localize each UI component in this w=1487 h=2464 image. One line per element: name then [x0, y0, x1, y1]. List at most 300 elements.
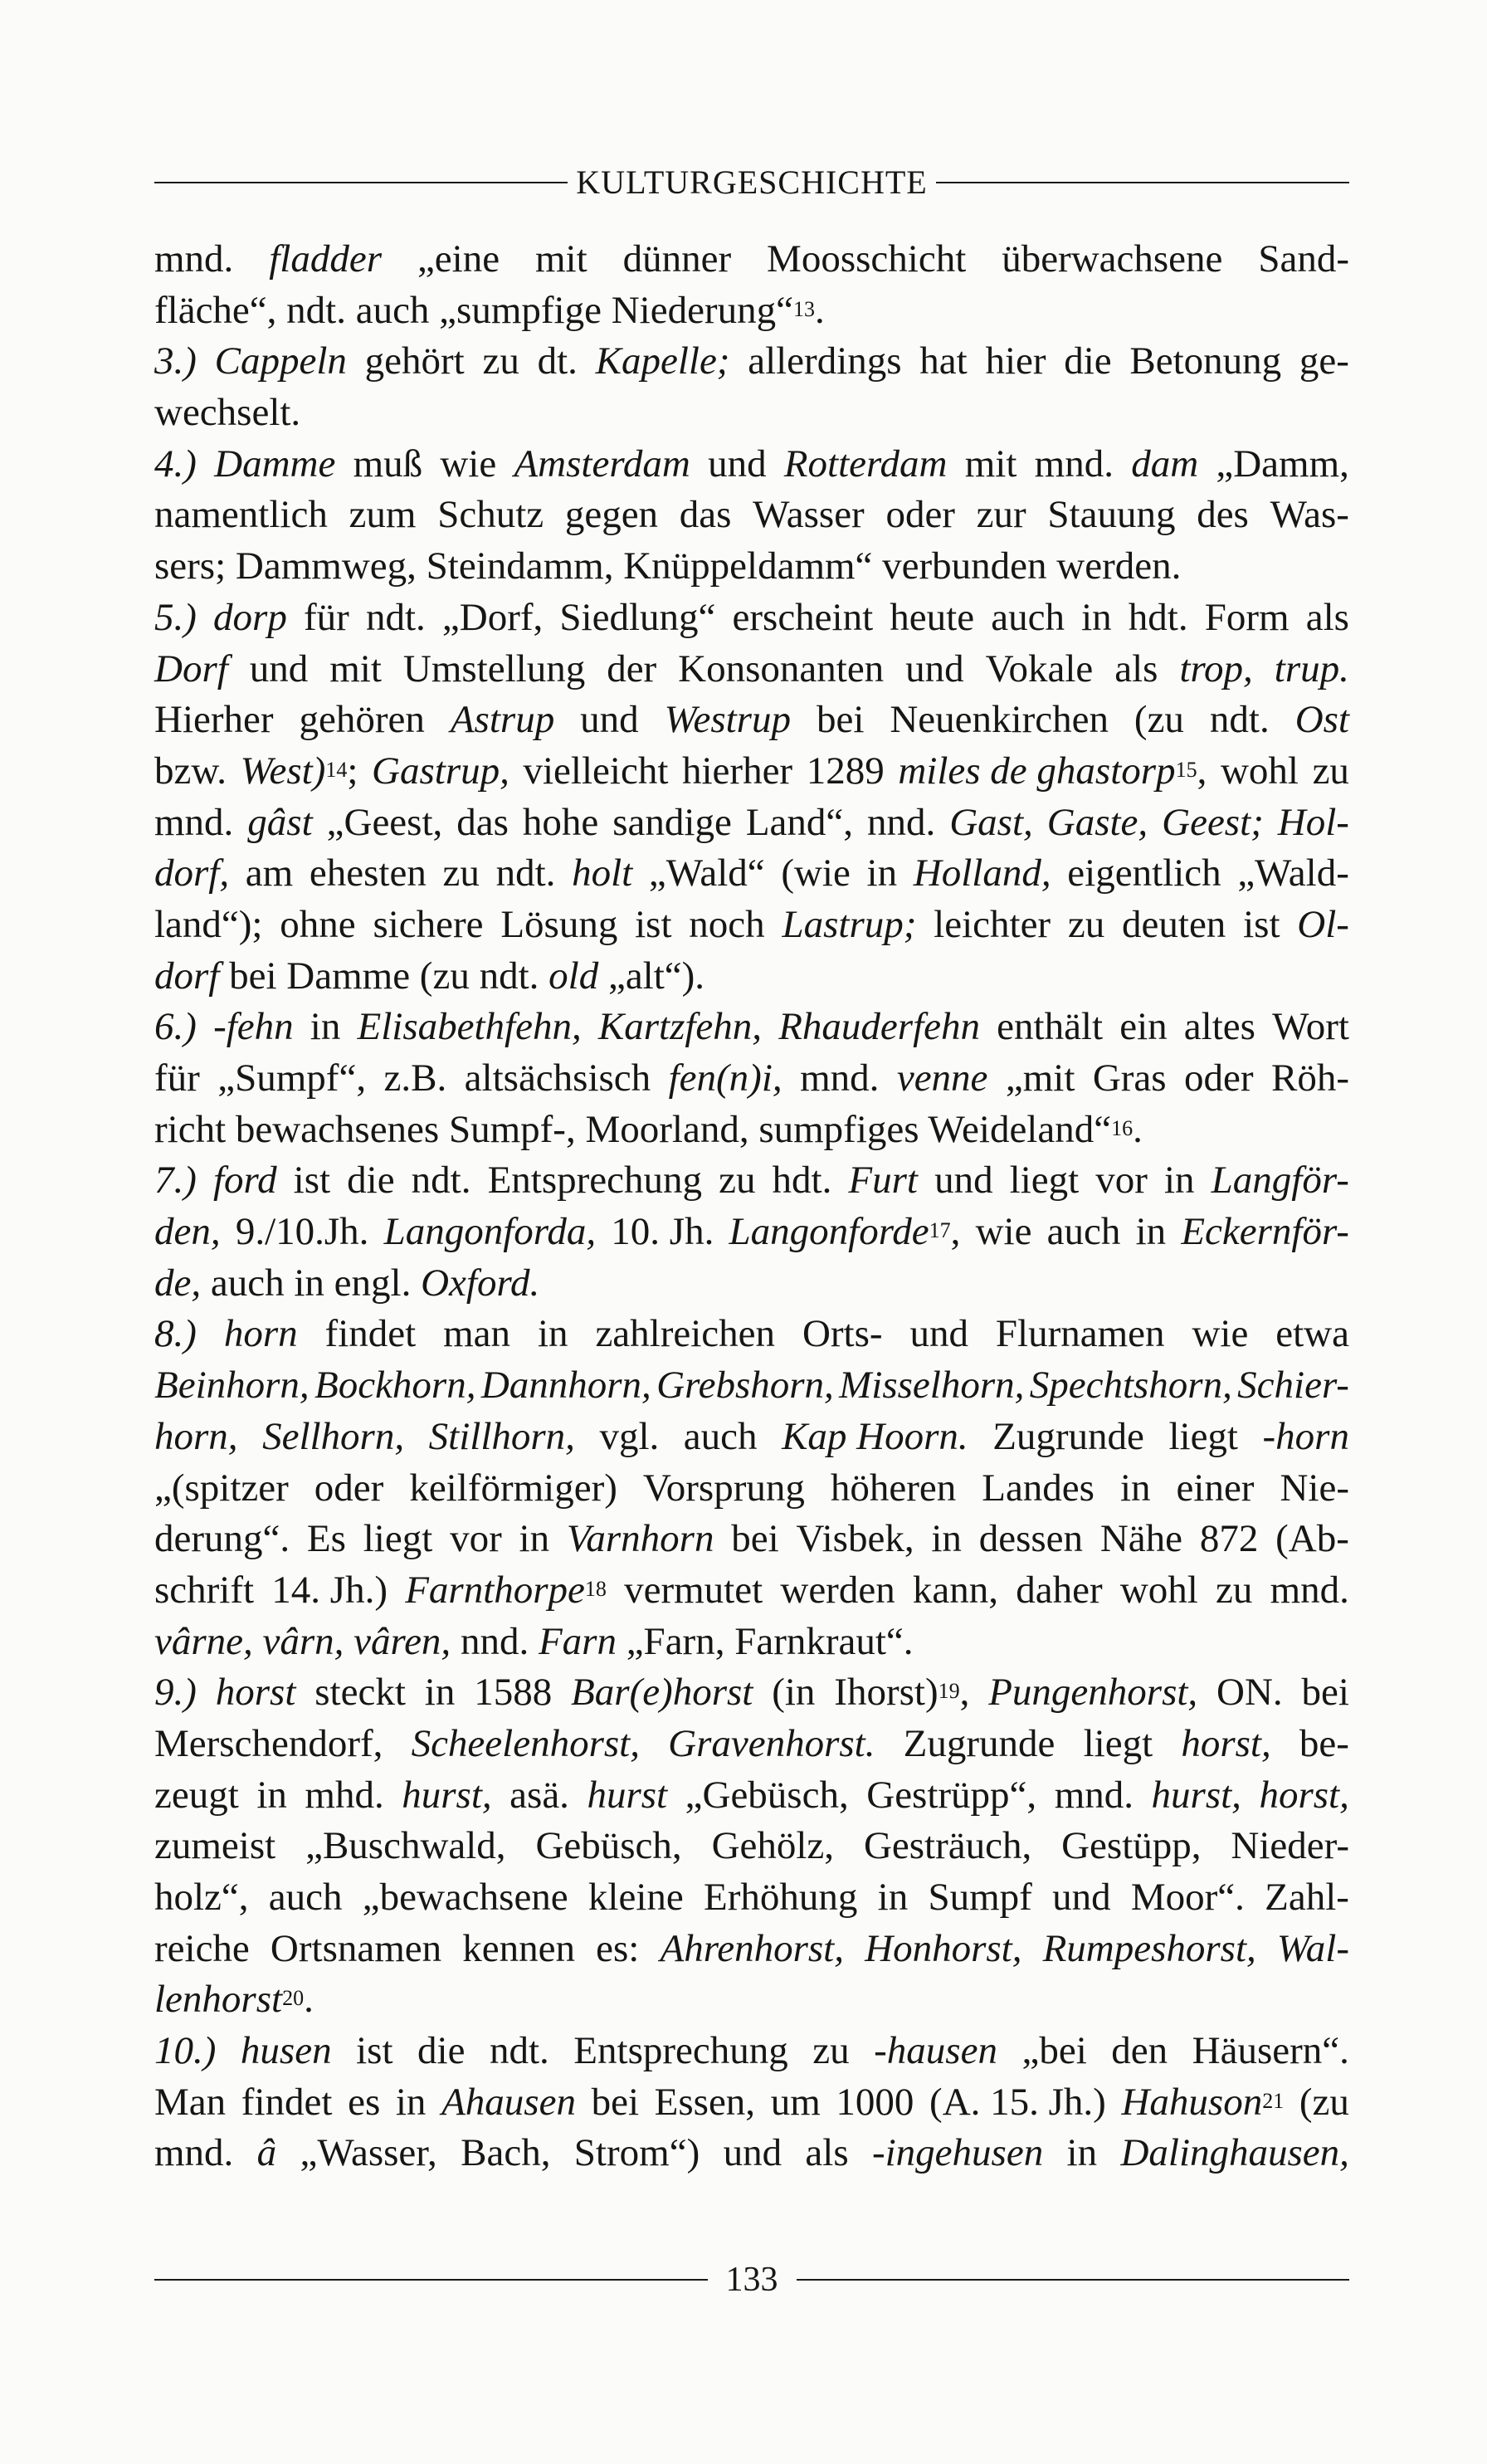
italic-term: Rhauderfehn — [778, 1005, 980, 1049]
word — [450, 1514, 502, 1565]
word — [689, 900, 764, 951]
text-run: liegt — [1083, 1721, 1153, 1765]
word — [1181, 1719, 1270, 1770]
word — [831, 1463, 956, 1515]
text-run: und — [723, 2131, 783, 2175]
word — [417, 2026, 465, 2077]
text-line — [154, 1412, 1349, 1463]
word — [1277, 1924, 1349, 1975]
word — [224, 1309, 298, 1360]
word — [805, 2128, 848, 2179]
running-head-rule-right — [936, 182, 1349, 183]
word — [1271, 1053, 1349, 1105]
word — [997, 1002, 1103, 1053]
word — [567, 1514, 714, 1565]
text-run: Ortsnamen — [270, 1926, 442, 1970]
text-run: auch — [683, 1414, 758, 1458]
text-run: Moor“. — [1130, 1876, 1245, 1919]
text-run: altsächsisch — [464, 1056, 651, 1100]
word — [1021, 2026, 1086, 2077]
text-run: , — [950, 1210, 961, 1254]
word — [384, 1053, 447, 1105]
word — [456, 798, 509, 849]
word — [256, 1770, 287, 1822]
word — [490, 2026, 549, 2077]
word — [1258, 234, 1349, 285]
text-line — [154, 1565, 1349, 1617]
text-run: mnd. — [1034, 442, 1114, 485]
word — [1216, 1667, 1283, 1719]
word — [442, 593, 543, 644]
word — [154, 1719, 383, 1770]
text-run: schrift — [154, 1568, 255, 1612]
word — [372, 746, 509, 798]
word — [595, 1309, 775, 1360]
word — [1299, 336, 1349, 388]
word — [708, 439, 767, 490]
word — [257, 2128, 277, 2179]
text-run: zeugt — [154, 1773, 239, 1817]
text-run: der — [607, 646, 657, 690]
word — [598, 1002, 762, 1053]
word — [592, 2077, 639, 2129]
word — [538, 1309, 568, 1360]
text-run: zum — [349, 493, 417, 537]
italic-term: Beinhorn, — [154, 1364, 310, 1408]
text-run: bei — [1301, 1671, 1349, 1715]
text-run: und — [909, 1312, 968, 1356]
italic-term: Spechtshorn, — [1029, 1364, 1232, 1408]
word — [429, 1412, 575, 1463]
word — [1302, 1667, 1349, 1719]
word — [1152, 1770, 1241, 1822]
word — [247, 798, 312, 849]
text-run: 9./10.Jh. — [235, 1210, 369, 1254]
word — [1064, 336, 1111, 388]
text-run: muß — [353, 442, 423, 485]
word — [1237, 1360, 1349, 1412]
text-run: ist — [356, 2029, 393, 2073]
footnote-ref: 15 — [1175, 757, 1197, 782]
word — [384, 1207, 597, 1258]
text-run: zu — [812, 2029, 850, 2073]
text-run: nnd. — [866, 800, 936, 844]
text-run: Nieder- — [1231, 1824, 1349, 1868]
word — [1275, 1309, 1349, 1360]
word — [836, 2077, 914, 2129]
text-run: Gestüpp, — [1061, 1824, 1202, 1868]
word — [213, 1002, 294, 1053]
footnote-ref: 14 — [325, 757, 348, 782]
text-run: es: — [596, 1926, 640, 1970]
word — [598, 951, 704, 1003]
text-run: oder — [885, 493, 955, 537]
word — [347, 1155, 394, 1207]
text-run: wohl — [1119, 1568, 1198, 1612]
text-run: richt bewachsenes Sumpf-, Moorland, sumpfiges Weideland“ — [154, 1107, 1112, 1151]
word — [538, 336, 578, 388]
text-run: auch — [268, 1876, 343, 1919]
text-run: mnd. — [154, 2131, 234, 2175]
word — [314, 1463, 384, 1515]
word — [919, 336, 967, 388]
text-run: ge- — [1299, 339, 1349, 383]
text-run: liegt — [363, 1517, 433, 1561]
word — [874, 2026, 997, 2077]
text-run: enthält — [997, 1005, 1104, 1049]
italic-term: Langonforda, — [383, 1210, 597, 1254]
word — [733, 593, 874, 644]
text-run: gehören — [299, 698, 425, 742]
word — [1192, 2026, 1349, 2077]
text-line — [154, 798, 1349, 849]
text-run: bzw. — [154, 749, 227, 793]
word — [154, 644, 228, 695]
word — [412, 1155, 471, 1207]
italic-term: Hahuson — [1121, 2080, 1263, 2124]
word — [441, 2077, 576, 2129]
word — [949, 798, 1033, 849]
word — [154, 1105, 1143, 1156]
text-run: Schutz — [437, 493, 544, 537]
text-run: gehört — [364, 339, 465, 383]
word — [729, 1207, 961, 1258]
word — [635, 900, 671, 951]
text-run: (zu — [1299, 2080, 1349, 2124]
page-footer — [154, 2259, 1349, 2301]
text-run: Hierher — [154, 698, 274, 742]
text-run: , — [959, 1671, 970, 1715]
word — [241, 746, 358, 798]
text-run: „Dorf, — [441, 595, 544, 639]
word — [1275, 1514, 1349, 1565]
text-line — [154, 1514, 1349, 1565]
text-run: holz“, — [154, 1876, 249, 1919]
word — [1306, 593, 1349, 644]
word — [327, 798, 443, 849]
text-run: die — [347, 1159, 395, 1203]
footnote-ref: 20 — [282, 1986, 305, 2011]
word — [300, 695, 425, 746]
word — [1047, 490, 1175, 541]
italic-term: horst — [215, 1671, 296, 1715]
text-line — [154, 593, 1349, 644]
word — [1299, 1719, 1349, 1770]
text-run: Konsonanten — [678, 646, 885, 690]
word — [1299, 2077, 1349, 2129]
text-run: in — [877, 1876, 909, 1919]
text-run: hohe — [522, 800, 599, 844]
text-run: zu — [442, 851, 480, 895]
text-run: „Sumpf“, — [217, 1056, 367, 1100]
word — [890, 695, 1109, 746]
text-run: 1588 — [474, 1671, 553, 1715]
text-run: be- — [1299, 1721, 1349, 1765]
footnote-ref: 16 — [1111, 1115, 1134, 1140]
text-line — [154, 2128, 1349, 2179]
word — [1095, 1155, 1148, 1207]
text-line — [154, 1924, 1349, 1975]
italic-term: -horn — [1262, 1414, 1349, 1458]
text-run: sandige — [612, 800, 732, 844]
footer-rule-right — [797, 2279, 1350, 2281]
text-run: etwa — [1275, 1312, 1349, 1356]
italic-term: 3.) — [154, 339, 197, 383]
word — [778, 1002, 980, 1053]
text-run: Wasser — [753, 493, 865, 537]
word — [784, 439, 948, 490]
word — [1168, 1412, 1238, 1463]
word — [1259, 1770, 1348, 1822]
word — [812, 2026, 849, 2077]
word — [898, 746, 1207, 798]
word — [996, 1309, 1165, 1360]
text-run: mhd. — [305, 1773, 384, 1817]
text-run: 1000 — [836, 2080, 914, 2124]
text-run: dt. — [537, 339, 578, 383]
italic-term: Scheelenhorst, — [411, 1721, 640, 1765]
text-run: „Gebüsch, — [685, 1773, 849, 1817]
text-run: findet — [324, 1312, 417, 1356]
word — [246, 848, 293, 900]
text-run: und — [934, 1159, 993, 1203]
word — [909, 1309, 968, 1360]
italic-term: vârne, vârn, vâren, — [154, 1619, 451, 1663]
text-run: mnd. — [154, 800, 234, 844]
text-run: bei — [731, 1517, 779, 1561]
italic-term: Westrup — [664, 698, 791, 742]
italic-term: Wal- — [1276, 1926, 1349, 1970]
text-run: eigentlich — [1067, 851, 1221, 895]
text-run: Umstellung — [402, 646, 586, 690]
running-head-title: KULTURGESCHICHTE — [576, 163, 928, 201]
text-run: zu — [1067, 902, 1105, 946]
word — [1122, 900, 1226, 951]
italic-term: Furt — [848, 1159, 918, 1203]
word — [934, 900, 1051, 951]
running-head — [154, 163, 1349, 202]
text-run: die — [417, 2029, 466, 2073]
word — [1275, 644, 1349, 695]
text-run: für — [154, 1056, 200, 1100]
italic-term: -hausen — [874, 2029, 997, 2073]
text-run: Siedlung“ — [559, 595, 716, 639]
text-run: namentlich — [154, 493, 328, 537]
text-line — [154, 1155, 1349, 1207]
text-line — [154, 336, 1349, 388]
word — [1068, 900, 1104, 951]
text-line — [154, 1463, 1349, 1515]
text-run: (A. 15. Jh.) — [929, 2080, 1106, 2124]
word — [310, 848, 427, 900]
word — [680, 490, 732, 541]
word — [611, 1207, 714, 1258]
word — [1006, 1053, 1075, 1105]
italic-term: 4.) — [154, 442, 197, 485]
text-run: steckt — [314, 1671, 406, 1715]
text-run: „Wald“ — [648, 851, 765, 895]
word — [1131, 439, 1198, 490]
word — [1270, 1565, 1349, 1617]
italic-term: Dannhorn, — [480, 1364, 651, 1408]
word — [482, 336, 519, 388]
word — [514, 439, 690, 490]
text-run: und — [1052, 1876, 1111, 1919]
text-run: überwachsene — [1002, 237, 1223, 281]
text-run: 10. Jh. — [611, 1210, 714, 1254]
word — [304, 593, 349, 644]
word — [421, 1258, 539, 1310]
word — [405, 1565, 607, 1617]
text-run: 14. Jh.) — [271, 1568, 388, 1612]
text-run: ist — [1243, 902, 1280, 946]
word — [712, 1821, 834, 1872]
italic-term: Misselhorn, — [839, 1364, 1025, 1408]
word — [1134, 695, 1184, 746]
text-run: Gebüsch, — [535, 1824, 682, 1868]
word — [236, 1207, 369, 1258]
italic-term: horn, — [154, 1414, 238, 1458]
word — [1043, 1924, 1256, 1975]
word — [219, 951, 548, 1003]
italic-term: gâst — [247, 800, 313, 844]
text-run: in — [1066, 2131, 1098, 2175]
word — [154, 1667, 197, 1719]
word — [213, 593, 287, 644]
word — [587, 1770, 667, 1822]
word — [685, 1770, 849, 1822]
footnote-ref: 17 — [929, 1218, 951, 1243]
text-run: Lösung — [500, 902, 618, 946]
word — [488, 1155, 702, 1207]
word — [565, 490, 658, 541]
text-run: erscheint — [732, 595, 874, 639]
word — [612, 798, 732, 849]
text-run: ehesten — [309, 851, 427, 895]
word — [1162, 798, 1264, 849]
text-run: ist — [635, 902, 672, 946]
text-run: „eine — [417, 237, 500, 281]
text-run: in — [256, 1773, 287, 1817]
word — [848, 1155, 918, 1207]
word — [572, 848, 632, 900]
word — [1270, 490, 1349, 541]
text-run: Sand- — [1258, 237, 1349, 281]
text-run: gegen — [564, 493, 659, 537]
text-run: leichter — [934, 902, 1051, 946]
text-run: Vokale — [985, 646, 1094, 690]
word — [154, 1002, 197, 1053]
word — [771, 2077, 821, 2129]
text-run: hdt. — [772, 1159, 832, 1203]
word — [1177, 1463, 1255, 1515]
word — [409, 1463, 617, 1515]
word — [154, 798, 233, 849]
text-run: mnd. — [1054, 1773, 1134, 1817]
text-run: keilförmiger) — [409, 1466, 617, 1510]
text-run: oder — [1184, 1056, 1254, 1100]
text-line — [154, 490, 1349, 541]
word — [678, 644, 884, 695]
word — [269, 234, 382, 285]
word — [1243, 900, 1280, 951]
word — [588, 1872, 684, 1924]
text-run: hdt. — [1128, 595, 1188, 639]
word — [580, 695, 639, 746]
text-run: um — [770, 2080, 821, 2124]
text-run: als — [805, 2131, 849, 2175]
text-run: bei Damme (zu ndt. — [219, 954, 549, 998]
text-run: Nähe — [1099, 1517, 1183, 1561]
word — [300, 2128, 437, 2179]
text-run: Form — [1204, 595, 1290, 639]
word — [154, 234, 233, 285]
text-line — [154, 439, 1349, 490]
text-run: mnd. — [800, 1056, 880, 1100]
word — [1179, 644, 1252, 695]
text-run: Häusern“. — [1192, 2029, 1349, 2073]
word — [668, 1719, 875, 1770]
text-run: sers; Dammweg, Steindamm, Knüppeldamm“ verbunden werden. — [154, 544, 1182, 588]
text-run: und — [708, 442, 767, 485]
italic-term: Amsterdam — [514, 442, 690, 485]
word — [425, 1667, 456, 1719]
word — [914, 848, 1051, 900]
italic-term: 7.) — [154, 1159, 197, 1203]
word — [241, 2077, 333, 2129]
text-run: Stauung — [1047, 493, 1176, 537]
word — [1272, 1002, 1349, 1053]
text-run: nnd. — [451, 1619, 539, 1663]
text-run: „Wasser, — [300, 2131, 437, 2175]
word — [154, 1924, 250, 1975]
text-run: reiche — [154, 1926, 250, 1970]
word — [796, 1514, 914, 1565]
text-run: kennen — [462, 1926, 576, 1970]
text-run: ndt. — [365, 595, 426, 639]
word — [154, 336, 197, 388]
italic-term: 6.) — [154, 1005, 197, 1049]
word — [1263, 1412, 1349, 1463]
word — [154, 900, 263, 951]
word — [154, 1463, 289, 1515]
word — [1221, 746, 1299, 798]
word — [746, 798, 853, 849]
text-run: Flurnamen — [995, 1312, 1165, 1356]
text-run: Orts- — [802, 1312, 883, 1356]
text-run: Landes — [982, 1466, 1095, 1510]
text-run: fläche“, ndt. auch „sumpfige Niederung“ — [154, 288, 793, 332]
word — [865, 1924, 1021, 1975]
word — [872, 2128, 1043, 2179]
italic-term: Farn — [538, 1619, 617, 1663]
text-run: „bei — [1021, 2029, 1087, 2073]
word — [1129, 336, 1281, 388]
word — [1030, 1360, 1232, 1412]
word — [524, 746, 669, 798]
word — [1200, 1514, 1259, 1565]
text-run: Es — [306, 1517, 346, 1561]
text-run: in — [1081, 595, 1112, 639]
text-run: hat — [919, 339, 968, 383]
text-run: dünner — [622, 237, 732, 281]
text-run: „mit — [1005, 1056, 1075, 1100]
italic-term: dorf, — [154, 851, 230, 895]
footer-rule-left — [154, 2279, 708, 2281]
italic-term: Kapelle; — [595, 339, 730, 383]
word — [154, 1974, 314, 2026]
word — [461, 2128, 550, 2179]
